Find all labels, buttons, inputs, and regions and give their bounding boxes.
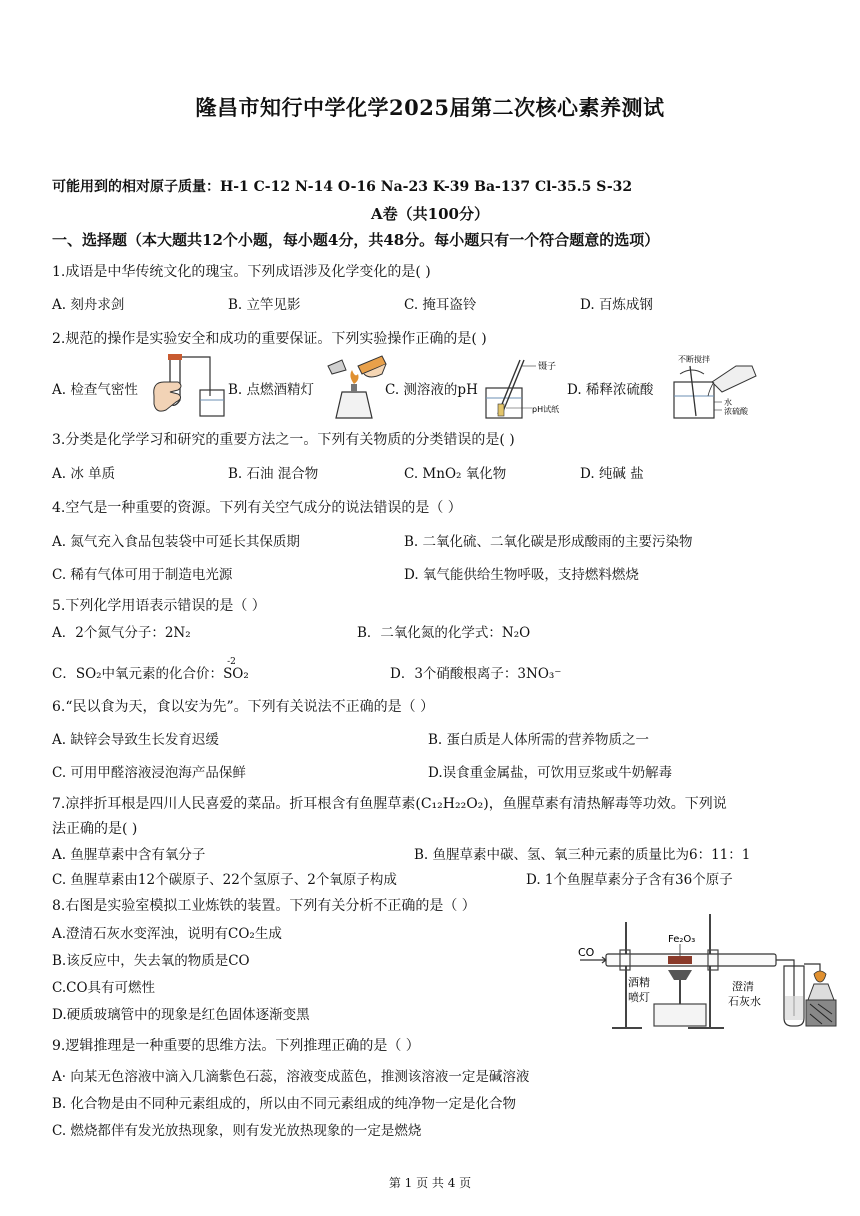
q8-stem: 8.右图是实验室模拟工业炼铁的装置。下列有关分析不正确的是（ ）	[52, 898, 476, 914]
lamp-label-1: 酒精	[628, 976, 650, 989]
exam-title: 隆昌市知行中学化学2025届第二次核心素养测试	[195, 95, 665, 120]
lamp-label-2: 喷灯	[628, 991, 650, 1004]
dilute-acid-figure	[666, 352, 772, 422]
q9-stem: 9.逻辑推理是一种重要的思维方法。下列推理正确的是（ ）	[52, 1038, 420, 1054]
q3-stem: 3.分类是化学学习和研究的重要方法之一。下列有关物质的分类错误的是( )	[52, 432, 515, 448]
q5-option-b: B．二氧化氮的化学式：N₂O	[357, 625, 531, 641]
atomic-mass-line: 可能用到的相对原子质量：H-1 C-12 N-14 O-16 Na-23 K-39 Ba-137 Cl-35.5 S-32	[52, 179, 633, 195]
co-label: CO	[578, 946, 595, 959]
q6-option-a: A. 缺锌会导致生长发育迟缓	[52, 732, 219, 748]
acid-label: 浓硫酸	[724, 407, 748, 416]
q7-stem-line1: 7.凉拌折耳根是四川人民喜爱的菜品。折耳根含有鱼腥草素(C₁₂H₂₂O₂)，鱼腥草素有清热解毒等功效。下列说	[52, 796, 727, 812]
valence-mark: -2	[227, 657, 236, 667]
airtightness-check-figure	[148, 352, 230, 420]
q5-option-c	[52, 657, 249, 683]
q9-option-a: A· 向某无色溶液中滴入几滴紫色石蕊，溶液变成蓝色，推测该溶液一定是碱溶液	[52, 1069, 530, 1085]
q3-option-d: D. 纯碱 盐	[580, 466, 644, 482]
q9-option-c: C. 燃烧都伴有发光放热现象，则有发光放热现象的一定是燃烧	[52, 1123, 422, 1139]
q3-option-b: B. 石油 混合物	[228, 466, 319, 482]
valence-formula	[223, 657, 249, 683]
q2-option-d: D. 稀释浓硫酸	[567, 382, 654, 398]
q1-option-a: A. 刻舟求剑	[52, 297, 125, 313]
stir-label: 不断搅拌	[678, 355, 710, 364]
q7-option-b: B. 鱼腥草素中碳、氢、氧三种元素的质量比为6：11：1	[414, 847, 751, 863]
q7-option-c: C. 鱼腥草素由12个碳原子、22个氢原子、2个氧原子构成	[52, 872, 397, 888]
q2-option-b: B. 点燃酒精灯	[228, 382, 315, 398]
q4-option-b: B. 二氧化硫、二氧化碳是形成酸雨的主要污染物	[404, 534, 693, 550]
q2-option-c: C. 测溶液的pH	[385, 382, 478, 398]
lime-label-1: 澄清	[732, 980, 754, 993]
q3-option-c: C. MnO₂ 氧化物	[404, 466, 507, 482]
q8-option-d: D.硬质玻璃管中的现象是红色固体逐渐变黑	[52, 1007, 310, 1023]
q7-option-d: D. 1个鱼腥草素分子含有36个原子	[526, 872, 733, 888]
section-heading: 一、选择题（本大题共12个小题，每小题4分，共48分。每小题只有一个符合题意的选项）	[52, 231, 660, 249]
q4-option-d: D. 氧气能供给生物呼吸，支持燃料燃烧	[404, 567, 639, 583]
iron-smelting-apparatus-figure	[572, 904, 842, 1034]
q1-stem: 1.成语是中华传统文化的瑰宝。下列成语涉及化学变化的是( )	[52, 264, 431, 280]
q7-option-a: A. 鱼腥草素中含有氧分子	[52, 847, 206, 863]
q8-option-a: A.澄清石灰水变浑浊，说明有CO₂生成	[52, 926, 282, 942]
q1-option-b: B. 立竿见影	[228, 297, 301, 313]
q2-option-a: A. 检查气密性	[52, 382, 138, 398]
volume-heading: A卷（共100分）	[371, 205, 489, 223]
q4-option-a: A. 氮气充入食品包装袋中可延长其保质期	[52, 534, 300, 550]
ph-test-figure	[476, 352, 574, 422]
q5-option-a: A．2个氮气分子：2N₂	[52, 625, 191, 641]
q4-stem: 4.空气是一种重要的资源。下列有关空气成分的说法错误的是（ ）	[52, 500, 462, 516]
valence-formula-text: SO₂	[223, 666, 249, 682]
q1-option-c: C. 掩耳盗铃	[404, 297, 477, 313]
q9-option-b: B. 化合物是由不同种元素组成的，所以由不同元素组成的纯净物一定是化合物	[52, 1096, 517, 1112]
page-footer: 第 1 页 共 4 页	[388, 1176, 472, 1190]
lime-label-2: 石灰水	[728, 995, 761, 1008]
q6-stem: 6.“民以食为天，食以安为先”。下列有关说法不正确的是（ ）	[52, 699, 435, 715]
q6-option-c: C. 可用甲醛溶液浸泡海产品保鲜	[52, 765, 246, 781]
q6-option-b: B. 蛋白质是人体所需的营养物质之一	[428, 732, 650, 748]
q2-stem: 2.规范的操作是实验安全和成功的重要保证。下列实验操作正确的是( )	[52, 331, 487, 347]
q4-option-c: C. 稀有气体可用于制造电光源	[52, 567, 233, 583]
fe2o3-label: Fe₂O₃	[668, 934, 696, 945]
tweezers-label: 镊子	[538, 362, 557, 372]
q3-option-a: A. 冰 单质	[52, 466, 116, 482]
q5-option-c-text: C．SO₂中氧元素的化合价：	[52, 666, 224, 682]
q1-option-d: D. 百炼成钢	[580, 297, 653, 313]
alcohol-lamp-figure	[322, 352, 388, 420]
q5-option-d: D．3个硝酸根离子：3NO₃⁻	[390, 666, 562, 682]
water-label: 水	[724, 398, 732, 407]
q7-stem-line2: 法正确的是( )	[52, 821, 138, 837]
q8-option-b: B.该反应中，失去氧的物质是CO	[52, 953, 250, 969]
ph-paper-label: pH试纸	[532, 405, 560, 414]
q5-stem: 5.下列化学用语表示错误的是（ ）	[52, 598, 266, 614]
q6-option-d: D.误食重金属盐，可饮用豆浆或牛奶解毒	[428, 765, 673, 781]
q8-option-c: C.CO具有可燃性	[52, 980, 156, 996]
